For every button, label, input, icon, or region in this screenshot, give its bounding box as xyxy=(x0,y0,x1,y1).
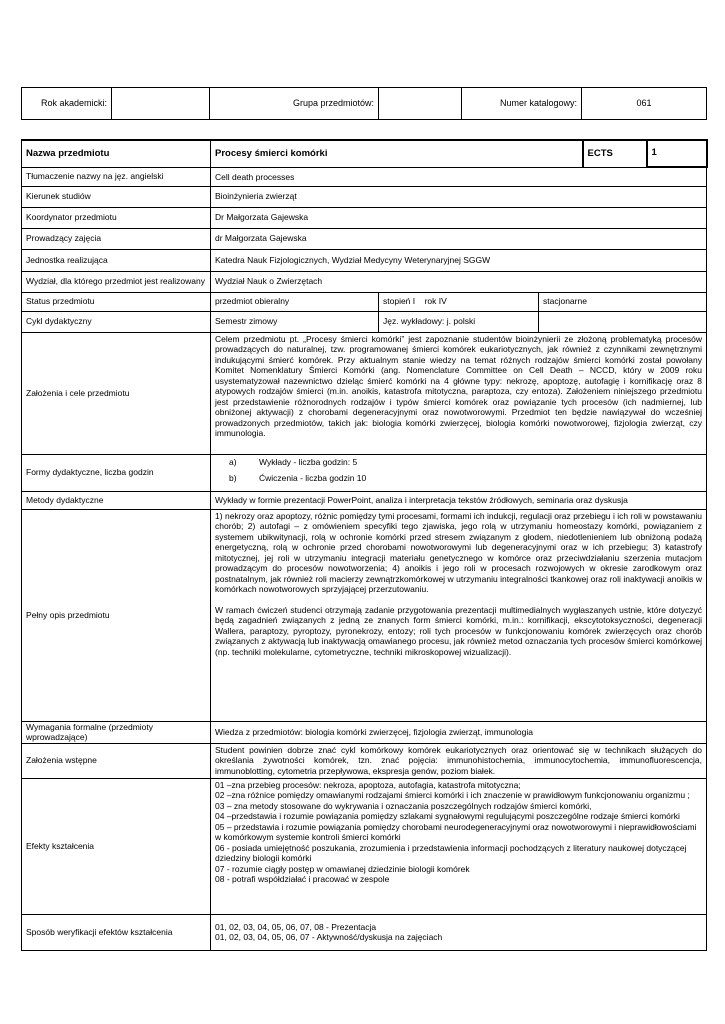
outcome-line: 06 - posiada umiejętność poszukania, zrozumienia i przedstawienia informacji pochodzących z literatury naukowej dotyczącej dziedziny biologii komórki xyxy=(215,842,687,863)
description-paragraph-2: W ramach ćwiczeń studenci otrzymają zadanie przygotowania prezentacji multimedialnych wygłaszanych ustnie, które dotyczyć będą zagadnień związanych z jedną ze znanych form śmierci komórki, m.in.: kornifikacji, ekscytotoksyczności, degeneracji Wallera, paraptozy, pyroptozy, pyronekrozy, entozy; roli tych procesów w funkcjonowaniu komórek zwierzęcych oraz chorób związanych z aktywacją lub inaktywacją omawianego procesu, jak również metod oznaczania tych procesów śmierci komórkowej (np. techniki molekularne, cytometryczne, techniki mikroskopowej wizualizacji). xyxy=(215,604,703,657)
course-table xyxy=(21,139,708,951)
outcome-line: 04 –przedstawia i rozumie powiązania pomiędzy szlakami sygnałowymi regulującymi poszczególne rodzaje śmierci komórki xyxy=(215,811,680,821)
field-of-study-value: Bioinżynieria zwierząt xyxy=(211,186,707,207)
list-marker: a) xyxy=(229,456,237,467)
subject-group-label: Grupa przedmiotów: xyxy=(210,88,379,120)
language-value: Jęz. wykładowy: j. polski xyxy=(379,311,539,332)
learning-outcomes-value xyxy=(211,778,707,914)
coordinator-value: Dr Małgorzata Gajewska xyxy=(211,207,707,228)
full-description-value xyxy=(211,509,707,721)
status-label: Status przedmiotu xyxy=(22,292,211,311)
faculty-label: Wydział, dla którego przedmiot jest realizowany xyxy=(22,271,211,292)
forms-list xyxy=(215,456,702,485)
requirements-value: Wiedza z przedmiotów: biologia komórki zwierzęcej, fizjologia zwierząt, immunologia xyxy=(211,721,707,743)
cycle-value: Semestr zimowy xyxy=(211,311,379,332)
forms-label: Formy dydaktyczne, liczba godzin xyxy=(22,454,211,491)
faculty-value: Wydział Nauk o Zwierzętach xyxy=(211,271,707,292)
course-name-value: Procesy śmierci komórki xyxy=(211,140,583,167)
aims-value: Celem przedmiotu pt. „Procesy śmierci komórki” jest zapoznanie studentów bioinżynierii ze złożoną problematyką procesów prowadzących do naturalnej, tzw. programowanej śmierci komórek eukariotycznych, jak również z czynnikami zewnętrznymi indukującymi śmierć komórek. Przy aktualnym stanie wiedzy na temat różnych rodzajów śmierci komórki został powołany Komitet Nomenklatury Śmierci Komórki (ang. Nomenclature Committee on Cell Death – NCCD, który w 2009 roku usystematyzował nazewnictwo dzieląc śmierć komórki na 4 główne typy: nekrozę, apoptozę, autofagię i kornifikację oraz 8 atypowych rodzajów śmierci (m.in. anoikis, katastrofa mitotyczna, paraptoza, czy entoza). Założeniem niniejszego przedmiotu jest przedstawienie różnorodnych rodzajów i typów śmierci komórek oraz powiązanie tych procesów (ich nadmiernej, lub obniżonej aktywacji) z chorobami degeneracyjnymi oraz nowotworowymi. Przedmiot ten będzie nawiązywał do wcześniej prowadzonych przedmiotów, takich jak: biologia komórki zwierzęcej, biologia komórki nowotworowej, fizjologia zwierząt, czy immunologia. xyxy=(211,332,707,454)
outcome-line: 01 –zna przebieg procesów: nekroza, apoptoza, autofagia, katastrofa mitotyczna; xyxy=(215,779,521,790)
requirements-label: Wymagania formalne (przedmioty wprowadzające) xyxy=(22,721,211,743)
academic-year-value xyxy=(112,88,210,120)
outcome-line: 08 - potrafi współdziałać i pracować w zespole xyxy=(215,874,390,884)
course-name-label: Nazwa przedmiotu xyxy=(22,140,211,167)
header-table xyxy=(21,87,707,120)
unit-label: Jednostka realizująca xyxy=(22,249,211,271)
verification-value xyxy=(211,914,707,950)
ects-value: 1 xyxy=(647,140,707,167)
outcome-line: 03 – zna metody stosowane do wykrywania i oznaczania poszczególnych rodzajów śmierci komórki, xyxy=(215,800,592,811)
outcome-line: 02 –zna różnice pomiędzy omawianymi rodzajami śmierci komórki i ich znaczenie w prawidłowym funkcjonowaniu organizmu ; xyxy=(215,790,690,800)
full-description-label: Pełny opis przedmiotu xyxy=(22,509,211,721)
unit-value: Katedra Nauk Fizjologicznych, Wydział Medycyny Weterynaryjnej SGGW xyxy=(211,249,707,271)
english-name-label: Tłumaczenie nazwy na jęz. angielski xyxy=(22,167,211,186)
list-text: Ćwiczenia - liczba godzin 10 xyxy=(259,473,367,483)
academic-year-label: Rok akademicki: xyxy=(22,88,112,120)
instructor-label: Prowadzący zajęcia xyxy=(22,228,211,249)
english-name-value: Cell death processes xyxy=(211,167,707,186)
coordinator-label: Koordynator przedmiotu xyxy=(22,207,211,228)
list-text: Wykłady - liczba godzin: 5 xyxy=(259,456,358,467)
study-mode-value: stacjonarne xyxy=(539,292,707,311)
forms-value xyxy=(211,454,707,491)
verification-line: 01, 02, 03, 04, 05, 06, 07 - Aktywność/dyskusja na zajęciach xyxy=(215,932,443,942)
prerequisites-label: Założenia wstępne xyxy=(22,743,211,778)
verification-label: Sposób weryfikacji efektów kształcenia xyxy=(22,914,211,950)
methods-label: Metody dydaktyczne xyxy=(22,491,211,509)
ects-label: ECTS xyxy=(583,140,647,167)
list-item xyxy=(215,456,702,469)
description-paragraph-1: 1) nekrozy oraz apoptozy, różnic pomiędzy tymi procesami, formami ich indukcji, regulacji oraz przebiegu i ich roli w powstawaniu chorób; 2) autofagi – z omówieniem specyfiki tego zjawiska, jego rolą w utrzymaniu homeostazy komórki, powiązaniem z systemem ubikwitynacji, rolą w ochronie komórki przed stresem związanym z głodem, niedotlenieniem lub obniżoną podażą energetyczną, rolą w ochronie przed chorobami nowotworowymi lub degeneracyjnymi oraz w ich przebiegu; 3) katastrofy mitotycznej, jej roli w utrzymaniu integracji materiału genetycznego w komórce oraz przeciwdziałaniu szerzenia mutacjom prowadzącym do procesów nowotworzenia; 4) anoikis i jego roli w procesach rozwojowych w okresie zarodkowym oraz postnatalnym, jak również roli macierzy zewnątrzkomórkowej w utrzymaniu integralności tkankowej oraz roli inaktywacji anoikis w komórkach nowotworowych sprzyjającej przerzutowaniu. xyxy=(215,510,703,594)
aims-label: Założenia i cele przedmiotu xyxy=(22,332,211,454)
prerequisites-value: Student powinien dobrze znać cykl komórkowy komórek eukariotycznych oraz orientować się w technikach służących do określania żywotności komórek, tzn. znać pojęcia: immunohistochemia, immunocytochemia, immunofluorescencja, immunoblotting, cytometria przepływowa, ekspresja genów, poziom białek. xyxy=(211,743,707,778)
methods-value: Wykłady w formie prezentacji PowerPoint, analiza i interpretacja tekstów źródłowych, seminaria oraz dyskusja xyxy=(211,491,707,509)
verification-line: 01, 02, 03, 04, 05, 06, 07, 08 - Prezentacja xyxy=(215,921,377,932)
list-marker: b) xyxy=(229,473,237,483)
degree-year-value: stopień I rok IV xyxy=(379,292,539,311)
instructor-value: dr Małgorzata Gajewska xyxy=(211,228,707,249)
cycle-label: Cykl dydaktyczny xyxy=(22,311,211,332)
status-value: przedmiot obieralny xyxy=(211,292,379,311)
outcome-line: 07 - rozumie ciągły postęp w omawianej dziedzinie biologii komórek xyxy=(215,863,470,874)
catalog-number-value: 061 xyxy=(582,88,707,120)
outcome-line: 05 – przedstawia i rozumie powiązania pomiędzy chorobami neurodegeneracyjnymi oraz nowotworowymi i nieprawidłowościami w komórkowym systemie kontroli śmierci komórki xyxy=(215,821,697,842)
subject-group-value xyxy=(379,88,462,120)
learning-outcomes-label: Efekty kształcenia xyxy=(22,778,211,914)
list-item xyxy=(215,468,702,485)
empty-cell xyxy=(539,311,707,332)
catalog-number-label: Numer katalogowy: xyxy=(462,88,582,120)
field-of-study-label: Kierunek studiów xyxy=(22,186,211,207)
